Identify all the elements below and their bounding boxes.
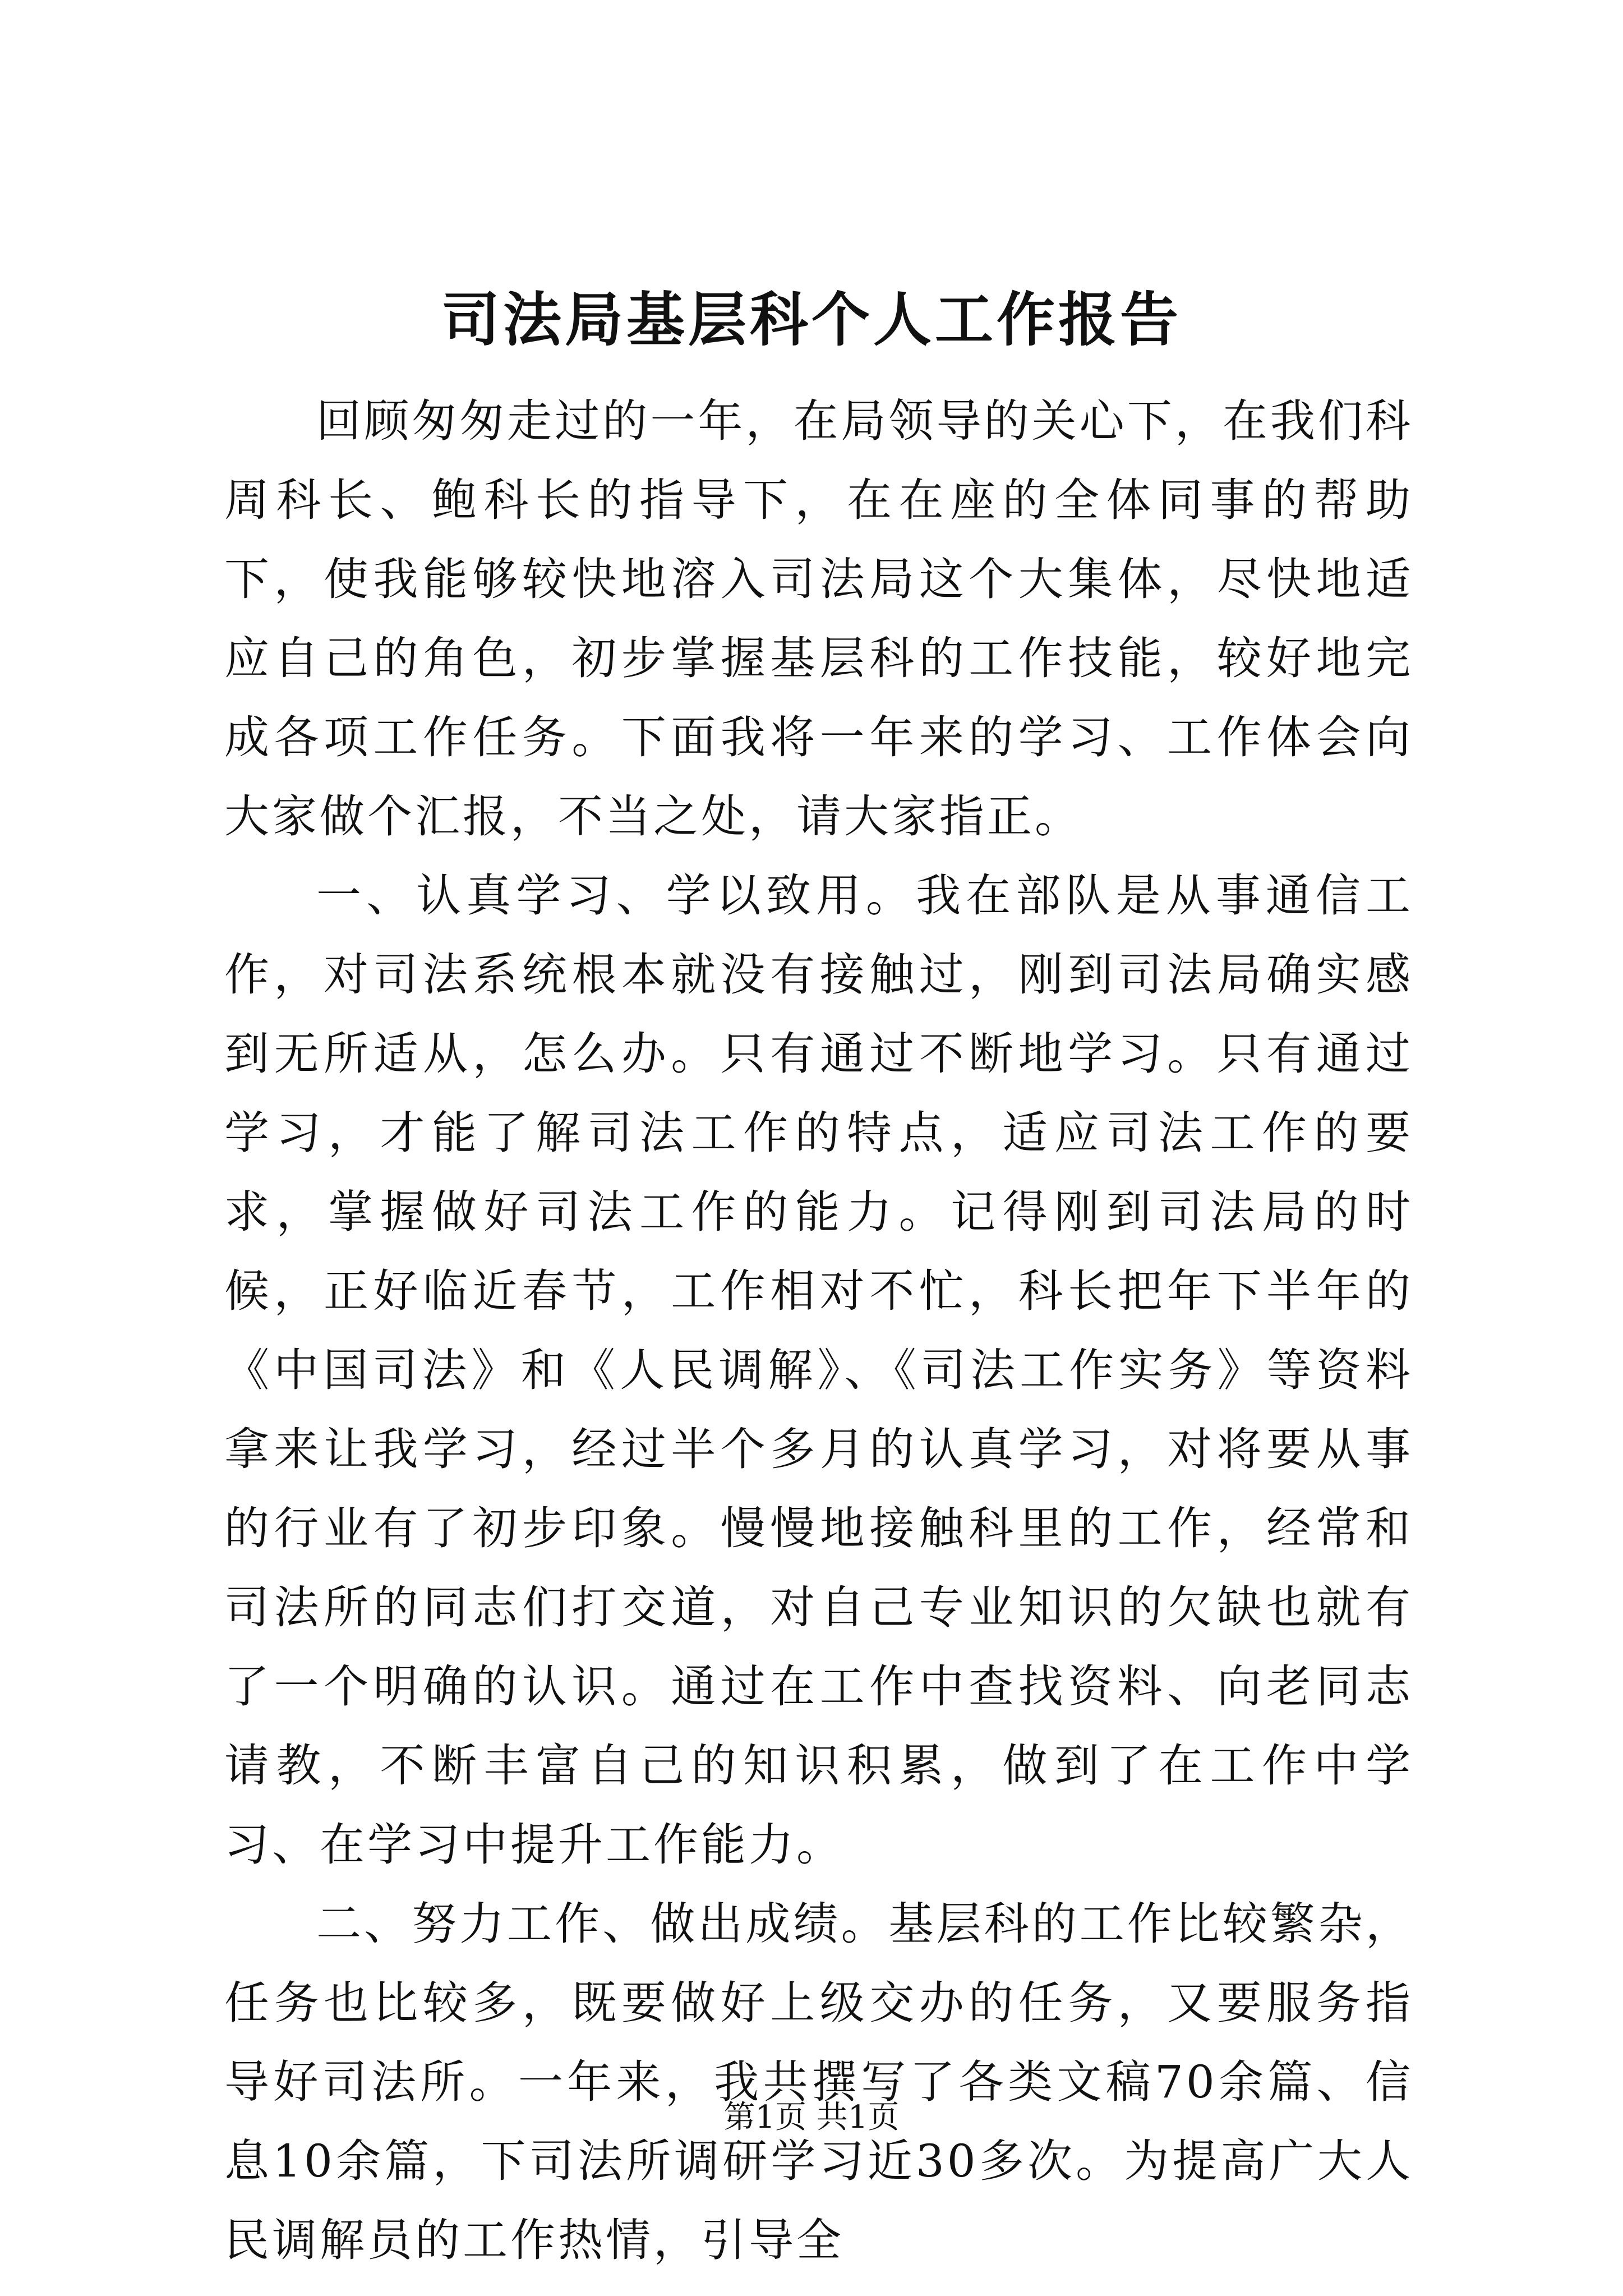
document-body: [224, 381, 1413, 2280]
paragraph-intro: 回顾匆匆走过的一年，在局领导的关心下，在我们科周科长、鲍科长的指导下，在在座的全体同事的帮助下，使我能够较快地溶入司法局这个大集体，尽快地适应自己的角色，初步掌握基层科的工作技能，较好地完成各项工作任务。下面我将一年来的学习、工作体会向大家做个汇报，不当之处，请大家指正。: [224, 395, 1413, 843]
paragraph-section-1: 一、认真学习、学以致用。我在部队是从事通信工作，对司法系统根本就没有接触过，刚到司法局确实感到无所适从，怎么办。只有通过不断地学习。只有通过学习，才能了解司法工作的特点，适应司法工作的要求，掌握做好司法工作的能力。记得刚到司法局的时候，正好临近春节，工作相对不忙，科长把年下半年的《中国司法》和《人民调解》、《司法工作实务》等资料拿来让我学习，经过半个多月的认真学习，对将要从事的行业有了初步印象。慢慢地接触科里的工作，经常和司法所的同志们打交道，对自己专业知识的欠缺也就有了一个明确的认识。通过在工作中查找资料、向老同志请教，不断丰富自己的知识积累，做到了在工作中学习、在学习中提升工作能力。: [224, 869, 1413, 1871]
document-title: 司法局基层科个人工作报告: [441, 285, 1182, 354]
page-number-footer: 第1页 共1页: [723, 2099, 900, 2136]
paragraph-section-2: 二、努力工作、做出成绩。基层科的工作比较繁杂，任务也比较多，既要做好上级交办的任务，又要服务指导好司法所。一年来，我共撰写了各类文稿70余篇、信息10余篇，下司法所调研学习近30多次。为提高广大人民调解员的工作热情，引导全: [224, 1898, 1413, 2266]
